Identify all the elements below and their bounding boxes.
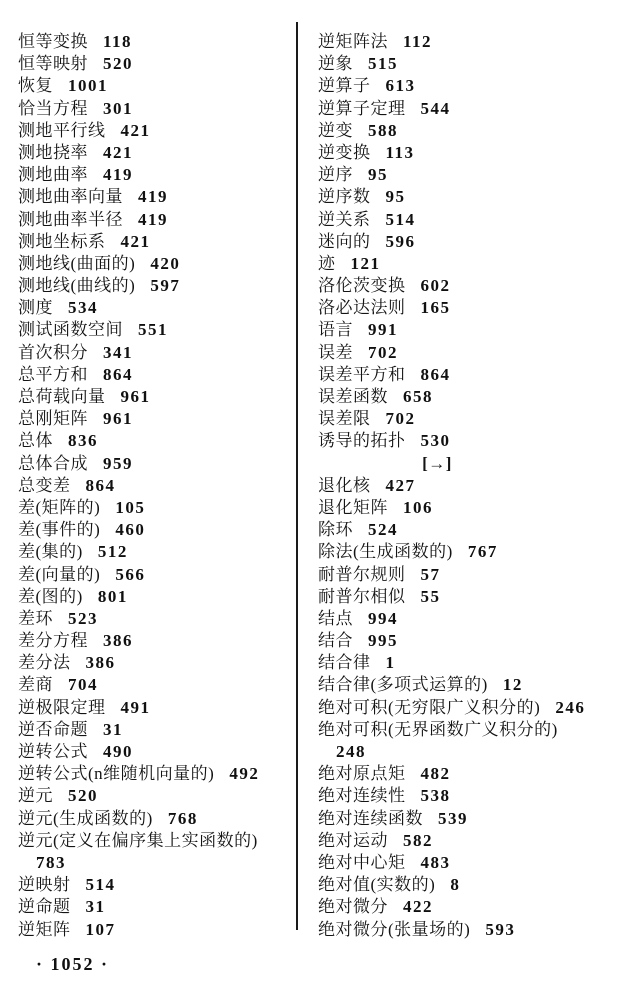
index-entry <box>18 75 294 97</box>
entry-page-number: 95 <box>385 187 406 207</box>
index-column-right <box>318 31 636 941</box>
index-entry <box>318 652 636 674</box>
index-entry <box>318 541 636 563</box>
entry-term: 逆极限定理 <box>18 697 106 717</box>
entry-page-number: 106 <box>403 497 433 517</box>
index-entry <box>18 608 294 630</box>
entry-term: 误差限 <box>318 409 371 429</box>
index-entry <box>18 652 294 674</box>
entry-page-number: 105 <box>115 497 146 517</box>
entry-term: 总荷载向量 <box>18 387 106 406</box>
index-entry <box>318 142 636 164</box>
entry-term: 逆转公式(n维随机向量的) <box>18 764 215 784</box>
entry-page-number: 551 <box>138 320 168 340</box>
index-entry <box>18 98 294 120</box>
index-entry <box>318 53 636 75</box>
entry-term: 差(向量的) <box>18 564 101 584</box>
index-entry <box>18 231 294 253</box>
entry-page-number: 31 <box>85 897 106 917</box>
entry-page-number: 767 <box>467 542 498 562</box>
entry-term: 测地曲率向量 <box>18 187 123 207</box>
entry-page-number: 961 <box>120 387 151 406</box>
index-entry <box>318 785 636 807</box>
entry-page-number: 836 <box>68 431 98 451</box>
entry-term: 逆元 <box>18 786 53 806</box>
index-entry <box>318 808 636 830</box>
entry-term: 绝对连续性 <box>318 786 406 806</box>
entry-term: 退化核 <box>318 475 371 495</box>
index-entry <box>318 519 636 541</box>
entry-term: 语言 <box>318 320 353 340</box>
entry-term: 恢复 <box>18 76 53 96</box>
entry-page-number: 419 <box>138 209 168 229</box>
entry-term: 测地坐标系 <box>18 231 106 251</box>
entry-term: 误差平方和 <box>318 364 406 384</box>
index-entry <box>18 453 294 475</box>
entry-term: 恰当方程 <box>18 98 88 118</box>
entry-page-number: 538 <box>420 786 451 806</box>
index-entry <box>18 896 294 918</box>
index-entry <box>318 186 636 208</box>
entry-page-number: 490 <box>103 742 133 761</box>
index-entry <box>18 475 294 497</box>
index-entry <box>18 497 294 519</box>
index-entry <box>318 342 636 364</box>
entry-page-number: 1001 <box>68 76 108 96</box>
index-column-left <box>18 31 294 941</box>
entry-page-number: 512 <box>97 542 128 562</box>
index-entry <box>318 386 636 408</box>
entry-page-number: 419 <box>138 187 168 207</box>
index-entry <box>18 53 294 75</box>
entry-page-number: 246 <box>555 697 586 717</box>
index-entry <box>318 31 636 53</box>
index-entry <box>318 896 636 918</box>
index-entry <box>18 564 294 586</box>
entry-page-number: 768 <box>167 808 198 828</box>
entry-term: 绝对微分 <box>318 897 388 917</box>
entry-page-number: 961 <box>103 409 133 429</box>
index-entry <box>318 297 636 319</box>
entry-page-number: 864 <box>420 364 451 384</box>
entry-page-number: 523 <box>68 608 98 628</box>
entry-term: 逆算子 <box>318 76 371 96</box>
entry-page-number: 491 <box>120 697 151 717</box>
entry-term: 绝对可积(无穷限广义积分的) <box>318 697 541 717</box>
index-entry <box>318 475 636 497</box>
entry-page-number: 420 <box>150 253 181 273</box>
entry-term: 逆命题 <box>18 897 71 917</box>
index-entry <box>318 741 636 763</box>
index-entry <box>18 142 294 164</box>
entry-term: 逆关系 <box>318 209 371 229</box>
entry-term: 洛必达法则 <box>318 298 406 318</box>
index-entry <box>18 120 294 142</box>
entry-page-number: 248 <box>336 742 366 761</box>
index-entry <box>18 674 294 696</box>
entry-term: 结合 <box>318 631 353 651</box>
entry-term: 逆否命题 <box>18 719 88 739</box>
entry-page-number: 121 <box>350 253 381 273</box>
entry-page-number: 991 <box>368 320 398 340</box>
index-entry <box>18 164 294 186</box>
index-entry <box>18 319 294 341</box>
index-entry <box>18 519 294 541</box>
entry-term: 差(集的) <box>18 542 83 562</box>
index-entry <box>318 164 636 186</box>
entry-page-number: 301 <box>103 98 133 118</box>
entry-term: 耐普尔相似 <box>318 586 406 606</box>
entry-term: 逆元(定义在偏序集上实函数的) <box>18 830 258 850</box>
entry-term: 测地曲率 <box>18 165 88 185</box>
entry-term: 洛伦茨变换 <box>318 276 406 296</box>
index-entry <box>18 741 294 763</box>
entry-term: 恒等映射 <box>18 54 88 74</box>
entry-page-number: 602 <box>420 276 451 296</box>
index-entry <box>18 275 294 297</box>
entry-term: 诱导的拓扑 <box>318 431 406 451</box>
index-entry <box>318 586 636 608</box>
index-entry <box>318 209 636 231</box>
entry-page-number: 530 <box>420 431 451 451</box>
entry-page-number: 864 <box>85 475 116 495</box>
entry-page-number: 483 <box>420 852 451 872</box>
entry-page-number: 460 <box>115 520 146 540</box>
entry-term: 绝对运动 <box>318 830 388 850</box>
index-entry <box>318 75 636 97</box>
entry-page-number: 514 <box>385 209 416 229</box>
index-entry <box>18 430 294 452</box>
entry-term: 结合律 <box>318 653 371 673</box>
entry-term: 逆变换 <box>318 142 371 162</box>
entry-term: 结合律(多项式运算的) <box>318 675 488 695</box>
entry-term: 除法(生成函数的) <box>318 542 453 562</box>
entry-page-number: 482 <box>420 764 451 784</box>
entry-page-number: 596 <box>385 231 416 251</box>
entry-term: 差分法 <box>18 653 71 673</box>
index-entry <box>318 319 636 341</box>
entry-page-number: 57 <box>420 564 441 584</box>
entry-term: 逆矩阵法 <box>318 32 388 51</box>
entry-page-number: 658 <box>403 387 433 406</box>
entry-term: 差商 <box>18 675 53 695</box>
entry-term: 误差函数 <box>318 387 388 406</box>
entry-term: 误差 <box>318 342 353 362</box>
entry-term: 测地平行线 <box>18 120 106 140</box>
index-entry <box>318 253 636 275</box>
entry-term: 总体合成 <box>18 453 88 473</box>
entry-page-number: 118 <box>103 32 133 51</box>
entry-page-number: 386 <box>103 631 133 651</box>
entry-term: 逆算子定理 <box>318 98 406 118</box>
entry-term: 差(图的) <box>18 586 83 606</box>
entry-term: 逆序数 <box>318 187 371 207</box>
entry-page-number: 422 <box>403 897 433 917</box>
index-entry <box>18 697 294 719</box>
entry-term: 除环 <box>318 520 353 540</box>
entry-term: 逆映射 <box>18 875 71 895</box>
entry-term: 绝对微分(张量场的) <box>318 919 471 939</box>
index-entry <box>18 31 294 53</box>
entry-page-number: 386 <box>85 653 116 673</box>
index-entry <box>318 697 636 719</box>
entry-term: 结点 <box>318 608 353 628</box>
index-entry <box>318 608 636 630</box>
entry-term: 测地挠率 <box>18 142 88 162</box>
entry-page-number: 994 <box>368 608 398 628</box>
entry-term: 测地线(曲线的) <box>18 276 136 296</box>
entry-term: 测度 <box>18 298 53 318</box>
index-entry <box>18 408 294 430</box>
index-entry <box>18 297 294 319</box>
entry-term: 绝对连续函数 <box>318 808 423 828</box>
entry-page-number: 421 <box>120 120 151 140</box>
entry-term: [→] <box>422 453 452 473</box>
index-entry <box>318 364 636 386</box>
entry-page-number: 702 <box>385 409 416 429</box>
index-entry <box>318 919 636 941</box>
entry-page-number: 534 <box>68 298 98 318</box>
index-entry <box>318 719 636 741</box>
entry-page-number: 593 <box>485 919 516 939</box>
entry-term: 测地曲率半径 <box>18 209 123 229</box>
entry-term: 差(事件的) <box>18 520 101 540</box>
index-entry <box>18 586 294 608</box>
entry-term: 差(矩阵的) <box>18 497 101 517</box>
entry-term: 测地线(曲面的) <box>18 253 136 273</box>
entry-page-number: 515 <box>368 54 398 74</box>
index-entry <box>318 275 636 297</box>
index-entry <box>18 186 294 208</box>
entry-term: 测试函数空间 <box>18 320 123 340</box>
entry-term: 总平方和 <box>18 364 88 384</box>
entry-term: 迹 <box>318 253 336 273</box>
entry-page-number: 597 <box>150 276 181 296</box>
index-entry <box>18 541 294 563</box>
entry-page-number: 520 <box>103 54 133 74</box>
entry-term: 差分方程 <box>18 631 88 651</box>
entry-page-number: 514 <box>85 875 116 895</box>
entry-term: 逆序 <box>318 165 353 185</box>
index-entry <box>18 386 294 408</box>
entry-page-number: 566 <box>115 564 146 584</box>
entry-term: 绝对原点矩 <box>318 764 406 784</box>
index-entry <box>318 408 636 430</box>
index-entry <box>318 630 636 652</box>
entry-page-number: 8 <box>450 875 461 895</box>
index-entry <box>318 453 636 475</box>
index-entry <box>318 430 636 452</box>
entry-term: 首次积分 <box>18 342 88 362</box>
entry-page-number: 419 <box>103 165 133 185</box>
entry-page-number: 107 <box>85 919 116 939</box>
entry-page-number: 95 <box>368 165 388 185</box>
entry-page-number: 421 <box>120 231 151 251</box>
index-entry <box>318 120 636 142</box>
entry-page-number: 492 <box>229 764 260 784</box>
index-entry <box>18 874 294 896</box>
index-entry <box>18 830 294 852</box>
entry-page-number: 12 <box>502 675 523 695</box>
entry-page-number: 704 <box>68 675 98 695</box>
entry-page-number: 165 <box>420 298 451 318</box>
index-entry <box>318 98 636 120</box>
entry-page-number: 582 <box>403 830 433 850</box>
entry-term: 逆变 <box>318 120 353 140</box>
entry-term: 差环 <box>18 608 53 628</box>
index-entry <box>318 763 636 785</box>
entry-page-number: 520 <box>68 786 98 806</box>
entry-page-number: 801 <box>97 586 128 606</box>
entry-page-number: 783 <box>36 852 66 872</box>
entry-page-number: 112 <box>403 32 433 51</box>
entry-term: 逆转公式 <box>18 742 88 761</box>
entry-page-number: 1 <box>385 653 396 673</box>
entry-term: 总刚矩阵 <box>18 409 88 429</box>
entry-term: 绝对可积(无界函数广义积分的) <box>318 719 558 739</box>
entry-page-number: 544 <box>420 98 451 118</box>
index-entry <box>318 497 636 519</box>
entry-page-number: 427 <box>385 475 416 495</box>
index-entry <box>18 852 294 874</box>
index-entry <box>18 630 294 652</box>
index-entry <box>18 209 294 231</box>
index-entry <box>18 719 294 741</box>
entry-term: 逆元(生成函数的) <box>18 808 153 828</box>
index-entry <box>318 874 636 896</box>
index-entry <box>318 852 636 874</box>
index-entry <box>18 763 294 785</box>
entry-term: 绝对值(实数的) <box>318 875 436 895</box>
entry-term: 恒等变换 <box>18 32 88 51</box>
entry-term: 逆象 <box>318 54 353 74</box>
index-entry <box>318 564 636 586</box>
entry-page-number: 55 <box>420 586 441 606</box>
entry-term: 绝对中心矩 <box>318 852 406 872</box>
entry-page-number: 113 <box>385 142 415 162</box>
entry-page-number: 539 <box>438 808 468 828</box>
entry-term: 逆矩阵 <box>18 919 71 939</box>
index-entry <box>18 785 294 807</box>
entry-term: 耐普尔规则 <box>318 564 406 584</box>
index-entry <box>18 919 294 941</box>
column-divider-line <box>296 22 298 930</box>
entry-page-number: 588 <box>368 120 398 140</box>
index-entry <box>18 342 294 364</box>
entry-page-number: 421 <box>103 142 133 162</box>
entry-term: 迷向的 <box>318 231 371 251</box>
index-entry <box>18 364 294 386</box>
entry-page-number: 341 <box>103 342 133 362</box>
entry-page-number: 524 <box>368 520 398 540</box>
entry-page-number: 702 <box>368 342 398 362</box>
entry-page-number: 995 <box>368 631 398 651</box>
index-entry <box>318 830 636 852</box>
entry-term: 退化矩阵 <box>318 497 388 517</box>
index-entry <box>18 253 294 275</box>
entry-page-number: 864 <box>103 364 133 384</box>
index-entry <box>18 808 294 830</box>
entry-term: 总体 <box>18 431 53 451</box>
page-number-footer: · 1052 · <box>36 954 110 974</box>
entry-term: 总变差 <box>18 475 71 495</box>
entry-page-number: 613 <box>385 76 416 96</box>
index-entry <box>318 231 636 253</box>
entry-page-number: 959 <box>103 453 133 473</box>
entry-page-number: 31 <box>103 719 123 739</box>
index-entry <box>318 674 636 696</box>
